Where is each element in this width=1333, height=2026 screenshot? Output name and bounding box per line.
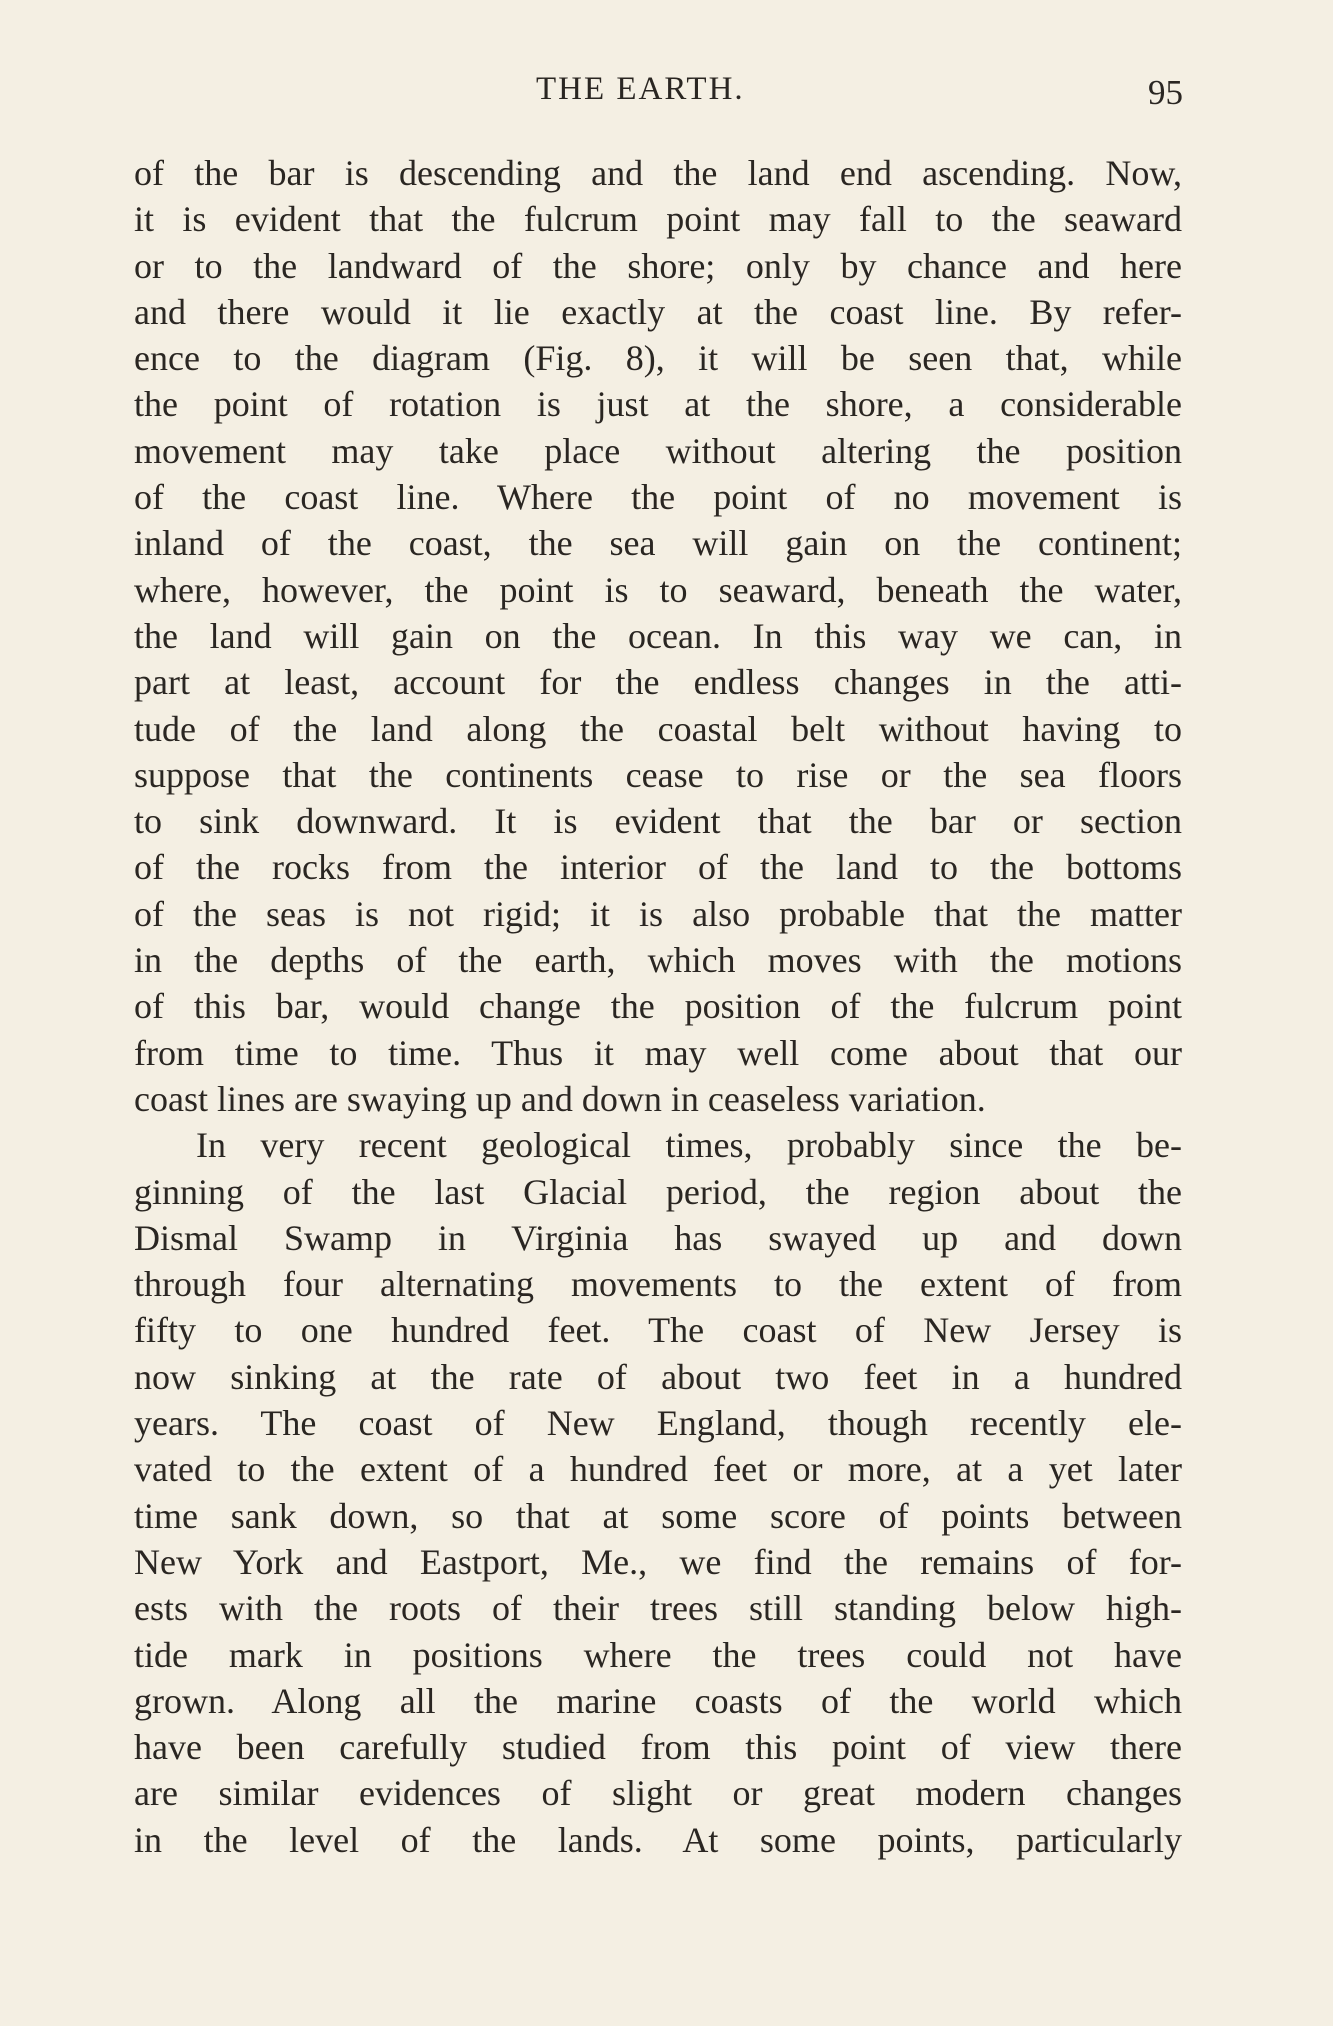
text-line: from time to time. Thus it may well come about that our <box>134 1032 1182 1073</box>
text-line: ginning of the last Glacial period, the region about the <box>134 1171 1182 1212</box>
text-line: in the depths of the earth, which moves with the motions <box>134 940 1182 981</box>
text-line: or to the landward of the shore; only by chance and here <box>134 245 1182 286</box>
text-line: it is evident that the fulcrum point may fall to the seaward <box>134 199 1182 240</box>
text-line: through four alternating movements to the extent of from <box>134 1264 1182 1305</box>
text-line: ests with the roots of their trees still standing below high- <box>134 1588 1182 1629</box>
page-number: 95 <box>1148 73 1183 112</box>
text-line: of the rocks from the interior of the land to the bottoms <box>134 847 1182 888</box>
running-head <box>0 64 1333 114</box>
body-text <box>134 150 1182 1863</box>
text-line: are similar evidences of slight or great modern changes <box>134 1773 1182 1814</box>
text-line: time sank down, so that at some score of points between <box>134 1495 1182 1536</box>
text-line: fifty to one hundred feet. The coast of New Jersey is <box>134 1310 1182 1351</box>
text-line: part at least, account for the endless changes in the atti- <box>134 662 1182 703</box>
text-line: years. The coast of New England, though recently ele- <box>134 1403 1182 1444</box>
text-line: coast lines are swaying up and down in ceaseless variation. <box>134 1078 986 1119</box>
text-line: vated to the extent of a hundred feet or more, at a yet later <box>134 1449 1182 1490</box>
text-line: in the level of the lands. At some points, particularly <box>134 1819 1182 1860</box>
text-line: the land will gain on the ocean. In this way we can, in <box>134 615 1182 656</box>
text-line: grown. Along all the marine coasts of the world which <box>134 1680 1182 1721</box>
text-line: In very recent geological times, probably since the be- <box>196 1125 1182 1166</box>
text-line: New York and Eastport, Me., we find the remains of for- <box>134 1541 1182 1582</box>
running-title: THE EARTH. <box>536 71 745 107</box>
text-line: of this bar, would change the position of the fulcrum point <box>134 986 1182 1027</box>
text-line: of the seas is not rigid; it is also probable that the matter <box>134 893 1182 934</box>
text-line: of the bar is descending and the land end ascending. Now, <box>134 153 1182 193</box>
text-line: have been carefully studied from this point of view there <box>134 1727 1182 1768</box>
text-line: tude of the land along the coastal belt without having to <box>134 708 1182 749</box>
text-line: where, however, the point is to seaward, beneath the water, <box>134 569 1182 610</box>
text-line: inland of the coast, the sea will gain on the continent; <box>134 523 1182 564</box>
text-line: of the coast line. Where the point of no movement is <box>134 477 1182 518</box>
text-line: suppose that the continents cease to rise or the sea floors <box>134 754 1182 795</box>
text-line: the point of rotation is just at the shore, a considerable <box>134 384 1182 425</box>
text-line: movement may take place without altering the position <box>134 430 1182 471</box>
text-line: ence to the diagram (Fig. 8), it will be seen that, while <box>134 338 1182 379</box>
text-line: now sinking at the rate of about two feet in a hundred <box>134 1356 1182 1397</box>
text-line: to sink downward. It is evident that the bar or section <box>134 801 1182 842</box>
text-line: tide mark in positions where the trees could not have <box>134 1634 1182 1675</box>
text-line: and there would it lie exactly at the coast line. By refer- <box>134 291 1182 332</box>
text-line: Dismal Swamp in Virginia has swayed up and down <box>134 1217 1182 1258</box>
